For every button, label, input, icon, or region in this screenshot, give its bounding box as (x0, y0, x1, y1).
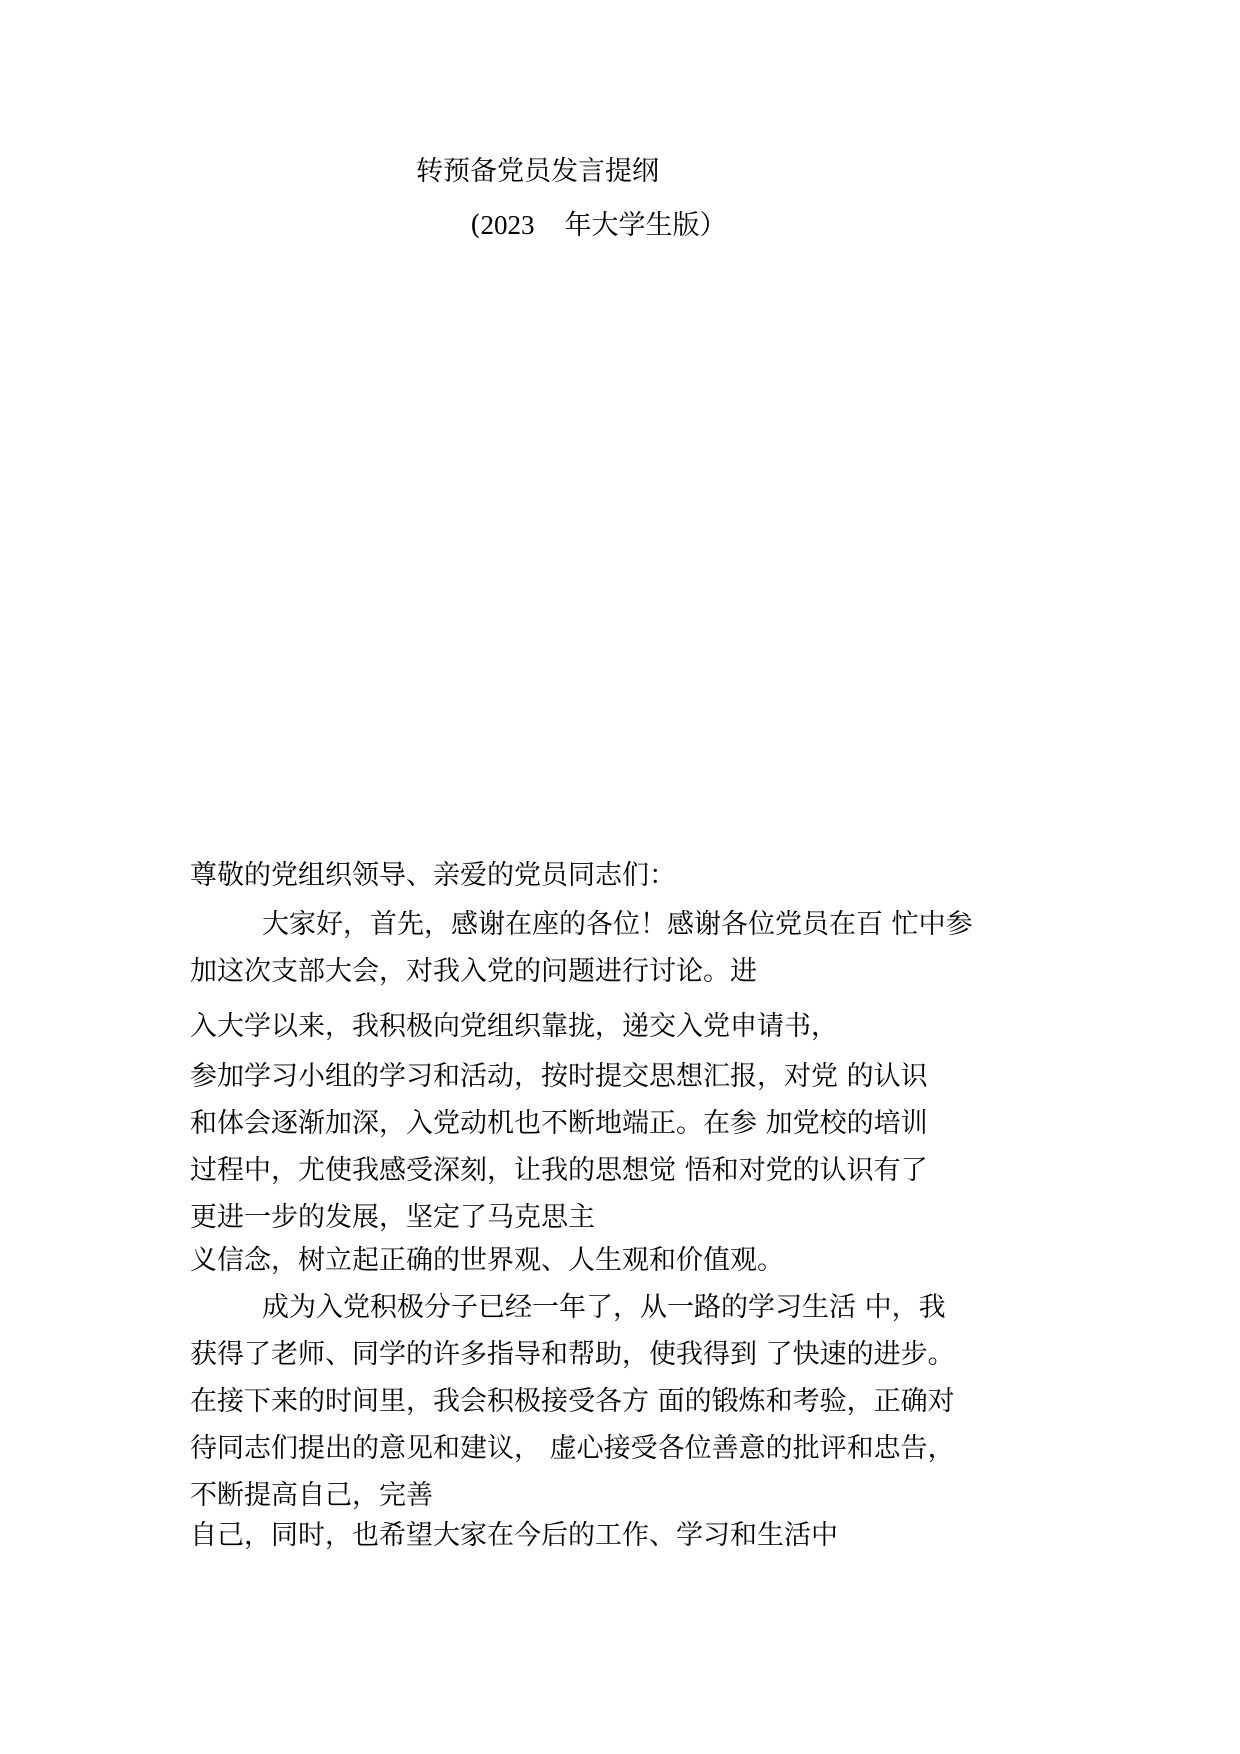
paragraph-5 (190, 1512, 1040, 1559)
text-line: 义信念，树立起正确的世界观、人生观和价值观。 (190, 1245, 784, 1276)
text-line: 更进一步的发展，坚定了马克思主 (190, 1202, 595, 1233)
paragraph-2 (190, 1003, 1040, 1050)
document-title: 转预备党员发言提纲 (416, 156, 659, 187)
text-line: 过程中，尤使我感受深刻，让我的思想觉 悟和对党的认识有了 (190, 1155, 928, 1186)
text-line: 待同志们提出的意见和建议， 虚心接受各位善意的批评和忠告， (190, 1433, 955, 1464)
paragraph-1 (190, 901, 1040, 995)
text-line: 参加学习小组的学习和活动，按时提交思想汇报，对党 的认识 (190, 1061, 928, 1092)
text-line: 大家好，首先，感谢在座的各位！感谢各位党员在百 忙中参 (262, 909, 973, 940)
text-line: 入大学以来，我积极向党组织靠拢，递交入党申请书， (190, 1011, 838, 1042)
text-line: 在接下来的时间里，我会积极接受各方 面的锻炼和考验，正确对 (190, 1386, 955, 1417)
text-line: 成为入党积极分子已经一年了，从一路的学习生活 中，我 (262, 1292, 946, 1323)
paragraph-3 (190, 1053, 1040, 1241)
text-line: 获得了老师、同学的许多指导和帮助，使我得到 了快速的进步。 (190, 1339, 955, 1370)
salutation (190, 852, 1040, 899)
text-line: 不断提高自己，完善 (190, 1480, 433, 1511)
document-subtitle (470, 205, 727, 246)
subtitle-close-paren: ） (699, 210, 727, 241)
subtitle-year: 2023 (480, 210, 535, 240)
paragraph-4 (190, 1237, 1040, 1519)
text-line: 和体会逐渐加深，入党动机也不断地端正。在参 加党校的培训 (190, 1108, 928, 1139)
subtitle-open-paren: ( (470, 210, 481, 241)
subtitle-text: 年大学生版 (564, 210, 700, 241)
salutation-line: 尊敬的党组织领导、亲爱的党员同志们： (190, 860, 676, 891)
text-line: 加这次支部大会，对我入党的问题进行讨论。进 (190, 956, 757, 987)
text-line: 自己，同时，也希望大家在今后的工作、学习和生活中 (190, 1520, 838, 1551)
